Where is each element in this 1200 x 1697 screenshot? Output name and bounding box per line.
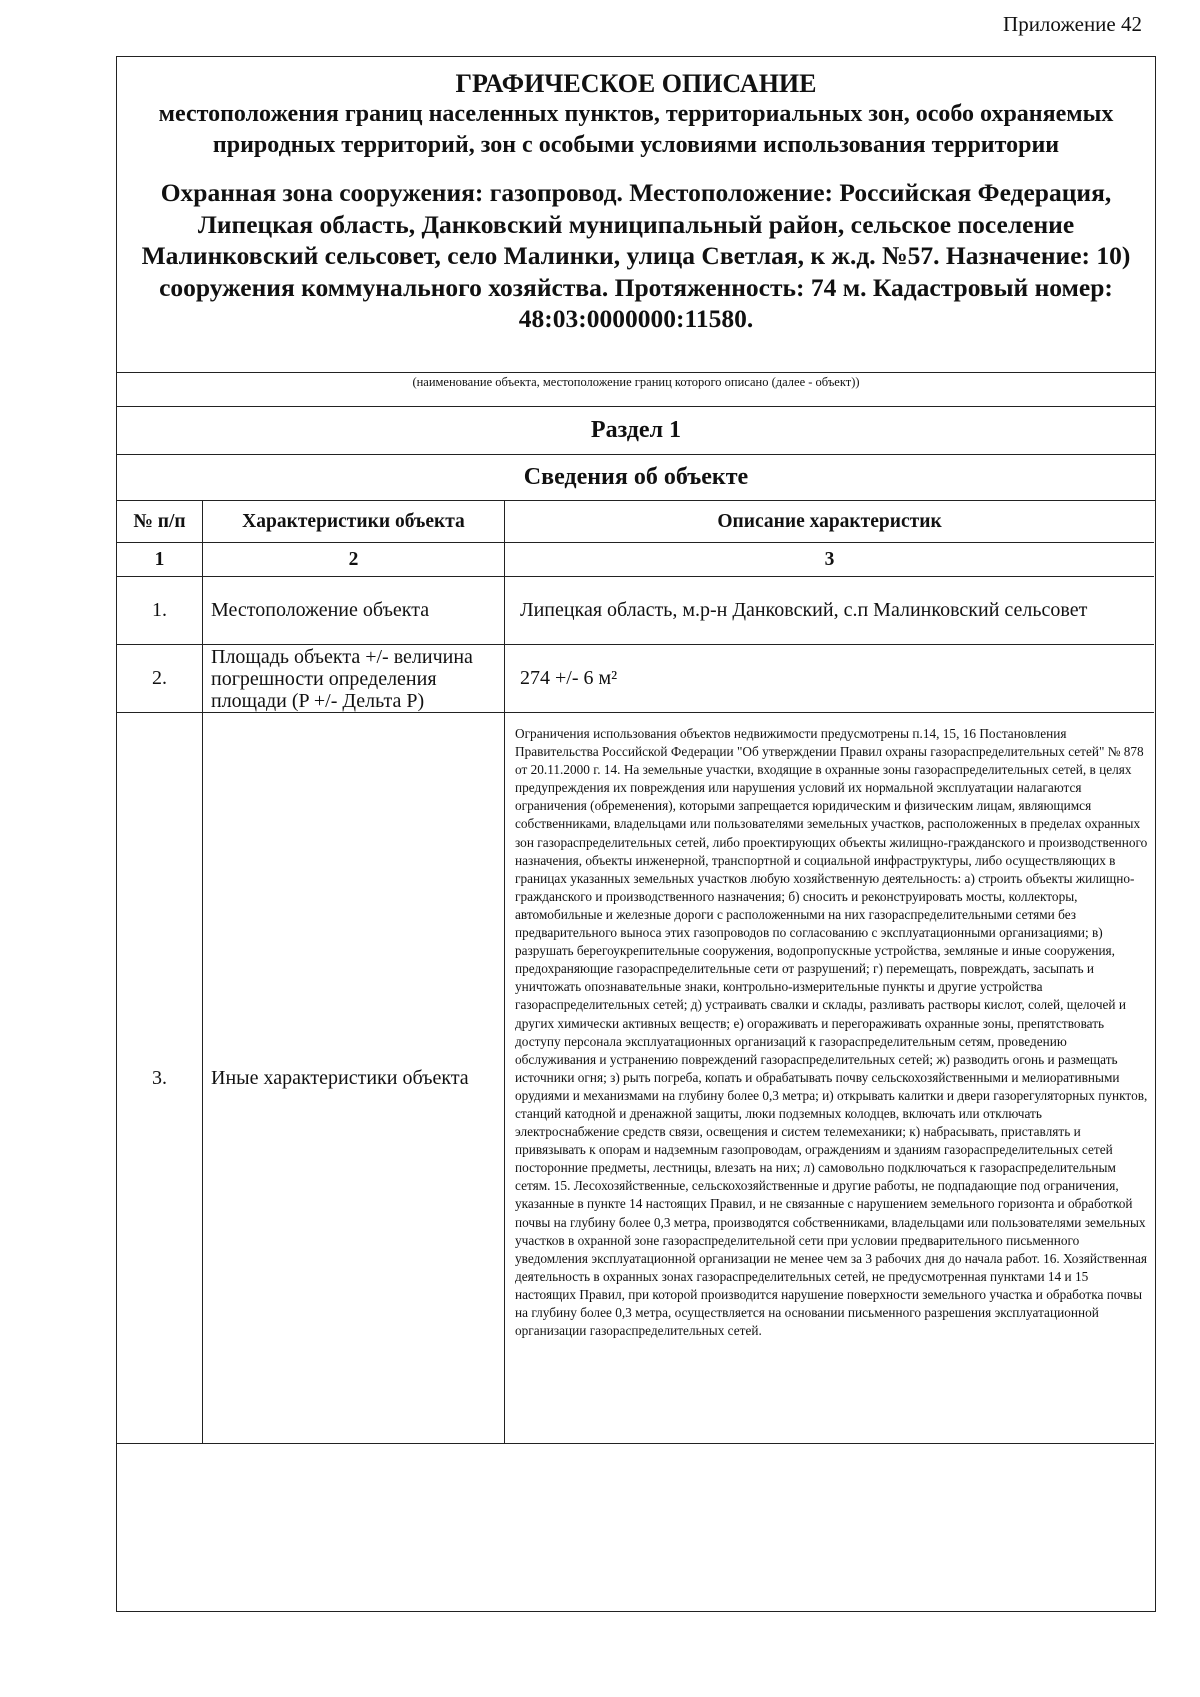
document-header <box>117 57 1155 373</box>
row-1-num: 1. <box>117 577 203 645</box>
section-title: Раздел 1 <box>117 407 1155 455</box>
col-number-1: 1 <box>117 543 203 577</box>
col-header-description: Описание характеристик <box>505 501 1154 543</box>
row-2-value: 274 +/- 6 м² <box>505 645 1154 713</box>
col-header-num: № п/п <box>117 501 203 543</box>
row-2-num: 2. <box>117 645 203 713</box>
row-3-name: Иные характеристики объекта <box>203 713 505 1444</box>
object-caption: (наименование объекта, местоположение границ которого описано (далее - объект)) <box>117 373 1155 407</box>
empty-area <box>117 1444 1155 1611</box>
appendix-label: Приложение 42 <box>1003 12 1142 36</box>
row-3-value: Ограничения использования объектов недвижимости предусмотрены п.14, 15, 16 Постановления Правительства Российской Федерации "Об утверждении Правил охраны газораспределительных сетей" № 878 от 20.11.2000 г. 14. На земельные участки, входящие в охранные зоны газораспределительных сетей, в целях предупреждения их повреждения или нарушения условий их нормальной эксплуатации налагаются ограничения (обременения), которыми запрещается юридическим и физическим лицам, являющимся собственниками, владельцами или пользователями земельных участков, расположенных в пределах охранных зон газораспределительных сетей, либо проектирующих объекты жилищно-гражданского и производственного назначения, объекты инженерной, транспортной и социальной инфраструктуры, либо осуществляющих в границах указанных земельных участков любую хозяйственную деятельность: а) строить объекты жилищно-гражданского и производственного назначения; б) сносить и реконструировать мосты, коллекторы, автомобильные и железные дороги с расположенными на них газораспределительными сетями без предварительного выноса этих газопроводов по согласованию с эксплуатационными организациями; в) разрушать берегоукрепительные сооружения, водопропускные устройства, земляные и иные сооружения, предохраняющие газораспределительные сети от разрушений; г) перемещать, повреждать, засыпать и уничтожать опознавательные знаки, контрольно-измерительные пункты и другие устройства газораспределительных сетей; д) устраивать свалки и склады, разливать растворы кислот, солей, щелочей и других химически активных веществ; е) огораживать и перегораживать охранные зоны, препятствовать доступу персонала эксплуатационных организаций к газораспределительным сетям, проведению обслуживания и устранению повреждений газораспределительных сетей; ж) разводить огонь и размещать источники огня; з) рыть погреба, копать и обрабатывать почву сельскохозяйственными и мелиоративными орудиями и механизмами на глубину более 0,3 метра; и) открывать калитки и двери газорегуляторных пунктов, станций катодной и дренажной защиты, люки подземных колодцев, включать или отключать электроснабжение средств связи, освещения и систем телемеханики; к) набрасывать, приставлять и привязывать к опорам и надземным газопроводам, ограждениям и зданиям газораспределительных сетей посторонние предметы, лестницы, влезать на них; л) самовольно подключаться к газораспределительным сетям. 15. Лесохозяйственные, сельскохозяйственные и другие работы, не подпадающие под ограничения, указанные в пункте 14 настоящих Правил, и не связанные с нарушением земельного горизонта и обработкой почвы на глубину более 0,3 метра, производятся собственниками, владельцами или пользователями земельных участков в охранной зоне газораспределительной сети при условии предварительного письменного уведомления эксплуатационной организации не менее чем за 3 рабочих дня до начала работ. 16. Хозяйственная деятельность в охранных зонах газораспределительных сетей, не предусмотренная пунктами 14 и 15 настоящих Правил, при которой производится нарушение поверхности земельного участка и обработка почвы на глубину более 0,3 метра, осуществляется на основании письменного разрешения эксплуатационной организации газораспределительных сетей. <box>505 713 1154 1444</box>
row-1-name: Местоположение объекта <box>203 577 505 645</box>
document-subtitle: местоположения границ населенных пунктов, территориальных зон, особо охраняемых природных территорий, зон с особыми условиями использования территории <box>158 101 1114 158</box>
row-3-num: 3. <box>117 713 203 1444</box>
section-subtitle: Сведения об объекте <box>117 455 1155 501</box>
col-header-characteristic: Характеристики объекта <box>203 501 505 543</box>
row-2-name: Площадь объекта +/- величина погрешности определения площади (P +/- Дельта P) <box>203 645 505 713</box>
document-frame <box>116 56 1156 1612</box>
col-number-2: 2 <box>203 543 505 577</box>
col-number-3: 3 <box>505 543 1154 577</box>
document-title: ГРАФИЧЕСКОЕ ОПИСАНИЕ <box>455 69 817 98</box>
object-name: Охранная зона сооружения: газопровод. Местоположение: Российская Федерация, Липецкая область, Данковский муниципальный район, сельское поселение Малинковский сельсовет, село Малинки, улица Светлая, к ж.д. №57. Назначение: 10) сооружения коммунального хозяйства. Протяженность: 74 м. Кадастровый номер: 48:03:0000000:11580. <box>141 178 1131 333</box>
row-1-value: Липецкая область, м.р-н Данковский, с.п Малинковский сельсовет <box>505 577 1154 645</box>
